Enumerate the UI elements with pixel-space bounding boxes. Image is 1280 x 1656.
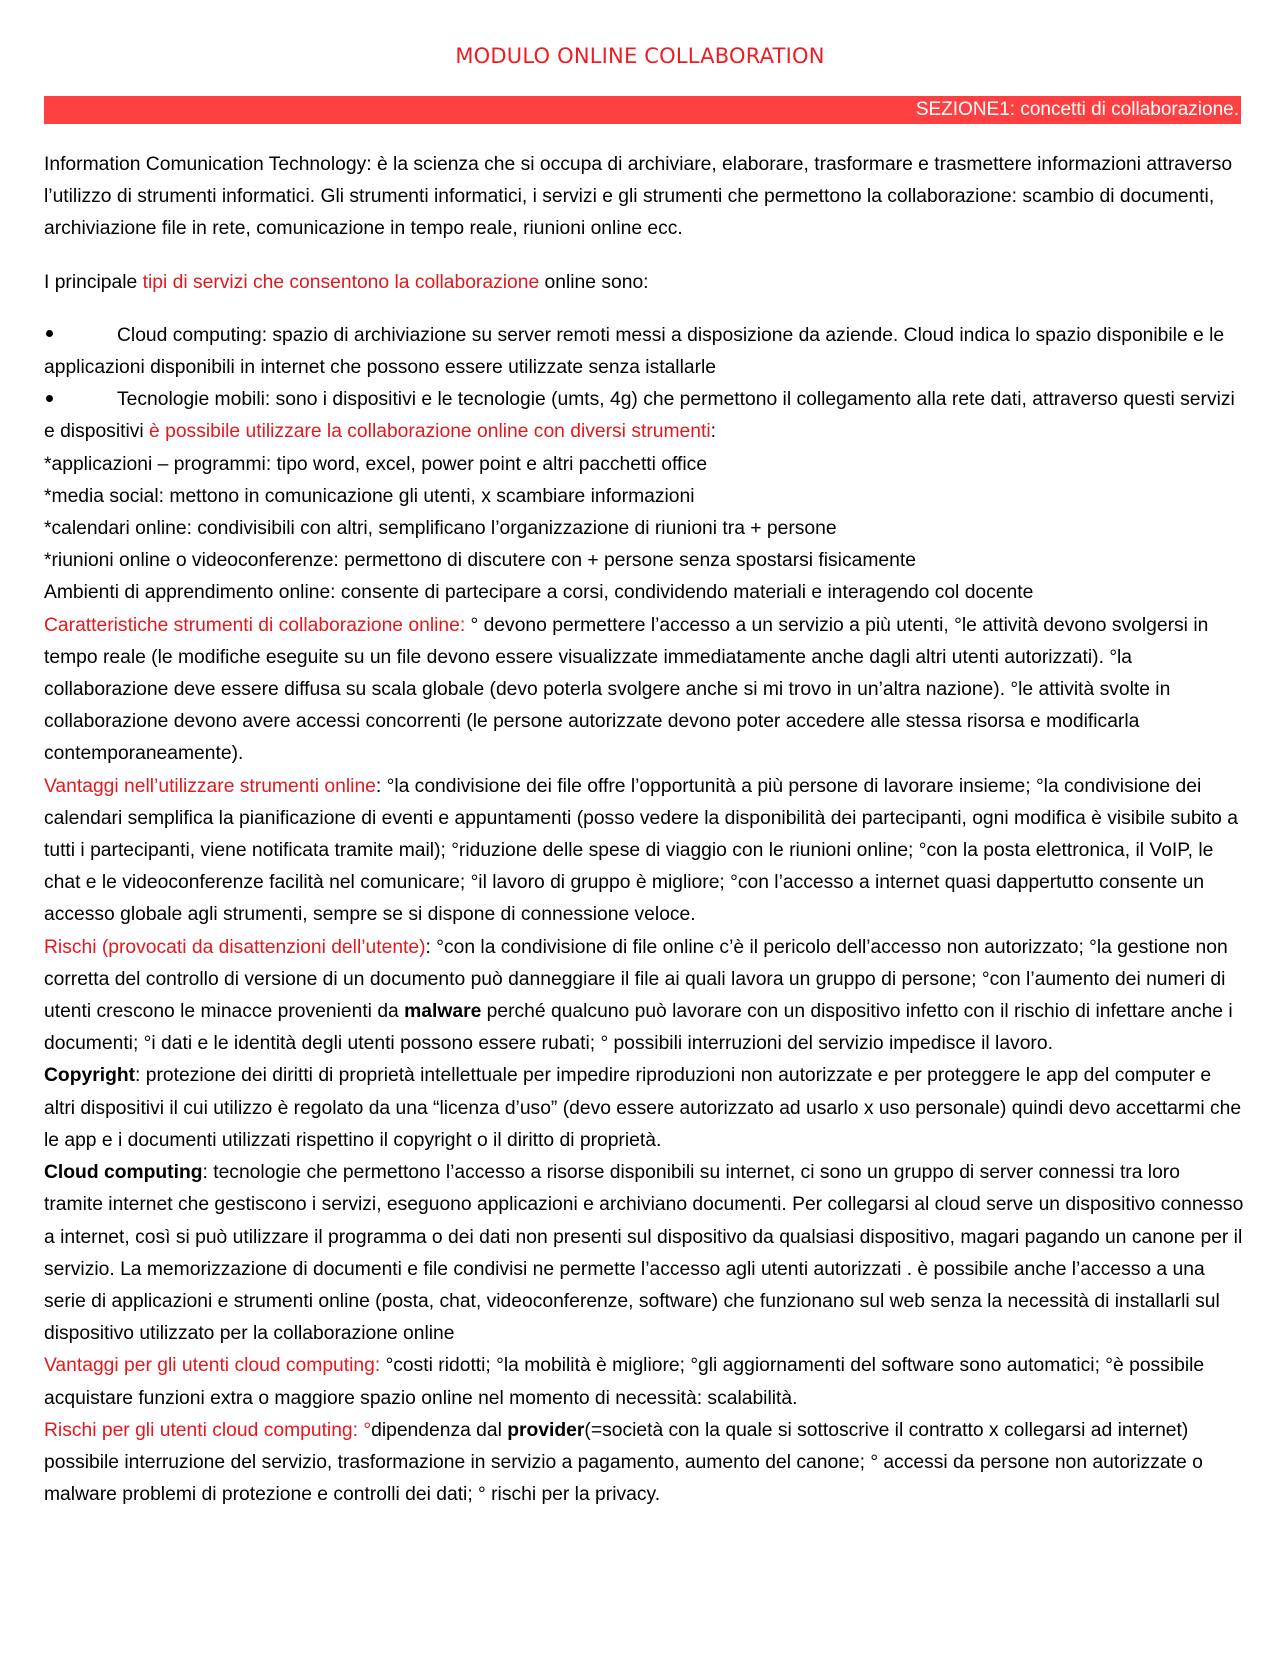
line-learning: Ambienti di apprendimento online: consente di partecipare a corsi, condividendo materiali e interagendo col docente [44,582,1034,604]
advantages-paragraph [44,771,1244,932]
risks-text-1: : °con la condivisione di file online c’è il pericolo dell’accesso non autorizzato; °la gestione non corretta del controllo di versione di un documento può danneggiare il file ai quali lavora un gruppo di persone; °con l’aumento dei numeri di utenti crescono le minacce provenienti da [44,936,1228,1023]
advantages-text: : °la condivisione dei file offre l’opportunità a più persone di lavorare insieme; °la condivisione dei calendari semplifica la pianificazione di eventi e appuntamenti (posso vedere la disponibilità dei partecipanti, ogni modifica è visibile subito a tutti i partecipanti, viene notificata tramite mail); °riduzione delle spese di viaggio con le riunioni online; °con la posta elettronica, il VoIP, le chat e le videoconferenze facilità nel comunicare; °il lavoro di gruppo è migliore; °con l’accesso a internet quasi dappertutto consente un accesso globale agli strumenti, sempre se si dispone di connessione veloce. [44,775,1238,926]
cloud-risks-heading: Rischi per gli utenti cloud computing: ° [44,1419,372,1441]
line-applications: *applicazioni – programmi: tipo word, excel, power point e altri pacchetti office [44,453,708,475]
risks-malware: malware [404,1001,482,1023]
cloud-paragraph [44,1157,1244,1350]
cloud-risks-text-2: (=società con la quale si sottoscrive il contratto x collegarsi ad internet) possibile interruzione del servizio, trasformazione in servizio a pagamento, aumento del canone; ° accessi da persone non autorizzate o malware problemi di protezione e controlli dei dati; ° rischi per la privacy. [44,1419,1203,1506]
bullet-cloud-text: Cloud computing: spazio di archiviazione su server remoti messi a disposizione da aziende. Cloud indica lo spazio disponibile e le applicazioni disponibili in internet che possono essere utilizzate senza istallarle [44,324,1225,379]
cloud-advantages-text: °costi ridotti; °la mobilità è migliore; °gli aggiornamenti del software sono automatici; °è possibile acquistare funzioni extra o maggiore spazio online nel momento di necessità: scalabilità. [44,1355,1205,1409]
services-paragraph [44,267,1244,299]
cloud-risks-provider: provider [507,1419,585,1441]
features-paragraph [44,610,1244,771]
services-post: online sono: [539,271,649,293]
cloud-risks-text-1: dipendenza dal [371,1419,508,1441]
risks-heading: Rischi (provocati da disattenzioni dell’utente) [44,936,426,958]
cloud-advantages-paragraph [44,1350,1244,1414]
cloud-advantages-heading: Vantaggi per gli utenti cloud computing: [44,1355,381,1377]
line-calendars: *calendari online: condivisibili con altri, semplificano l’organizzazione di riunioni tra + persone [44,518,837,540]
bullet-mobile-pre: Tecnologie mobili: sono i dispositivi e le tecnologie (umts, 4g) che permettono il collegamento alla rete dati, attraverso questi servizi e dispositivi [44,389,1235,443]
document-body [44,149,1244,1511]
intro-paragraph: Information Comunication Technology: è la scienza che si occupa di archiviare, elaborare, trasformare e trasmettere informazioni attraverso l’utilizzo di strumenti informatici. Gli strumenti informatici, i servizi e gli strumenti che permettono la collaborazione: scambio di documenti, archiviazione file in rete, comunicazione in tempo reale, riunioni online ecc. [44,154,1233,240]
copyright-paragraph [44,1060,1244,1157]
bullet-mobile-post: : [710,421,716,443]
bullet-icon [44,384,117,416]
bullet-mobile-highlight: è possibile utilizzare la collaborazione online con diversi strumenti [149,421,711,443]
section-header-bar [44,96,1241,124]
cloud-text: : tecnologie che permettono l’accesso a risorse disponibili su internet, ci sono un gruppo di server connessi tra loro tramite internet che gestiscono i servizi, eseguono applicazioni e archiviano documenti. Per collegarsi al cloud serve un dispositivo connesso a internet, così si può utilizzare il programma o dei dati non presenti sul dispositivo da qualsiasi dispositivo, magari pagando un canone per il servizio. La memorizzazione di documenti e file condivisi ne permette l’accesso agli utenti autorizzati . è possibile anche l’accesso a una serie di applicazioni e strumenti online (posta, chat, videoconferenze, software) che funzionano sul web senza la necessità di installarli sul dispositivo utilizzato per la collaborazione online [44,1162,1244,1345]
advantages-heading: Vantaggi nell’utilizzare strumenti online [44,775,376,797]
bullet-cloud-computing [44,320,1244,384]
risks-text-2: perché qualcuno può lavorare con un dispositivo infetto con il rischio di infettare anche i documenti; °i dati e le identità degli utenti possono essere rubati; ° possibili interruzioni del servizio impedisce il lavoro. [44,1001,1233,1055]
services-highlight: tipi di servizi che consentono la collaborazione [142,271,540,293]
copyright-text: : protezione dei diritti di proprietà intellettuale per impedire riproduzioni non autorizzate e per proteggere le app del computer e altri dispositivi il cui utilizzo è regolato da una “licenza d’uso” (devo essere autorizzato ad usarlo x uso personale) quindi devo accettarmi che le app e i documenti utilizzati rispettino il copyright o il diritto di proprietà. [44,1065,1242,1151]
cloud-heading: Cloud computing [44,1162,203,1184]
copyright-heading: Copyright [44,1065,136,1087]
page-title: MODULO ONLINE COLLABORATION [455,44,825,68]
section-header-text: SEZIONE1: concetti di collaborazione. [915,99,1239,120]
features-heading: Caratteristiche strumenti di collaborazione online: [44,614,466,636]
risks-paragraph [44,932,1244,1061]
services-pre: I principale [44,271,143,293]
line-media-social: *media social: mettono in comunicazione gli utenti, x scambiare informazioni [44,485,695,507]
bullet-mobile-tech [44,384,1244,448]
bullet-icon [44,320,117,352]
features-text: ° devono permettere l’accesso a un servizio a più utenti, °le attività devono svolgersi in tempo reale (le modifiche eseguite su un file devono essere visualizzate immediatamente anche dagli altri utenti autorizzati). °la collaborazione deve essere diffusa su scala globale (devo poterla svolgere anche si mi trovo in un’altra nazione). °le attività svolte in collaborazione devono avere accessi concorrenti (le persone autorizzate devono poter accedere alle stessa risorsa e modificarla contemporaneamente). [44,614,1209,765]
cloud-risks-paragraph [44,1415,1244,1512]
line-meetings: *riunioni online o videoconferenze: permettono di discutere con + persone senza spostarsi fisicamente [44,550,916,572]
